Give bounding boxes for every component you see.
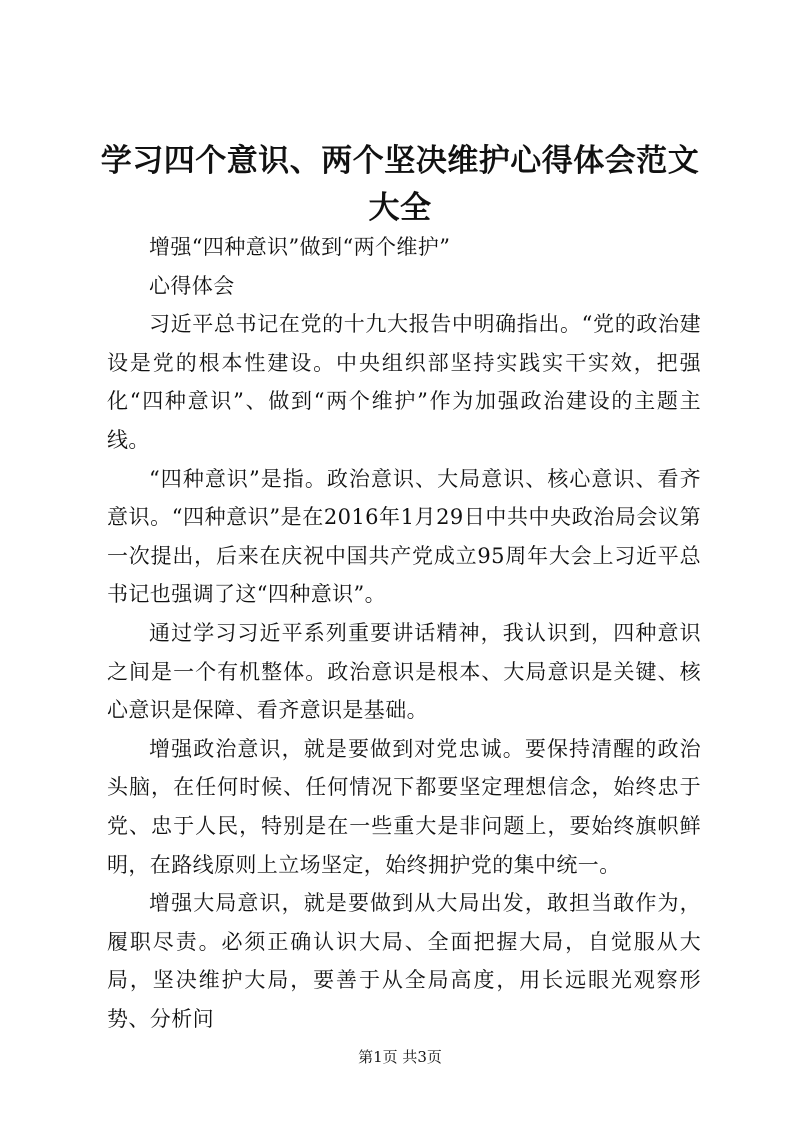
paragraph-four-consciousness: “四种意识”是指。政治意识、大局意识、核心意识、看齐意识。“四种意识”是在2016年1月29日中共中央政治局会议第一次提出，后来在庆祝中国共产党成立95周年大会上习近平总书记也强调了这“四种意识”。 (107, 466, 701, 607)
paragraph-intro: 习近平总书记在党的十九大报告中明确指出。“党的政治建设是党的根本性建设。中央组织部坚持实践实干实效，把强化“四种意识”、做到“两个维护”作为加强政治建设的主题主线。 (107, 312, 701, 452)
paragraph-political-consciousness: 增强政治意识，就是要做到对党忠诚。要保持清醒的政治头脑，在任何时候、任何情况下都要坚定理想信念，始终忠于党、忠于人民，特别是在一些重大是非问题上，要始终旗帜鲜明，在路线原则上立场坚定，始终拥护党的集中统一。 (107, 736, 701, 877)
document-body (107, 228, 701, 1038)
subtitle-line-2: 心得体会 (149, 273, 235, 298)
document-title: 学习四个意识、两个坚决维护心得体会范文大全 (100, 143, 700, 226)
paragraph-organic-whole: 通过学习习近平系列重要讲话精神，我认识到，四种意识之间是一个有机整体。政治意识是根本、大局意识是关键、核心意识是保障、看齐意识是基础。 (107, 620, 701, 723)
subtitle-line-1: 增强“四种意识”做到“两个维护” (149, 235, 451, 259)
page-footer: 第1页 共3页 (358, 1048, 442, 1066)
paragraph-overall-consciousness: 增强大局意识，就是要做到从大局出发，敢担当敢作为，履职尽责。必须正确认识大局、全面把握大局，自觉服从大局，坚决维护大局，要善于从全局高度，用长远眼光观察形势、分析问 (107, 891, 701, 1031)
